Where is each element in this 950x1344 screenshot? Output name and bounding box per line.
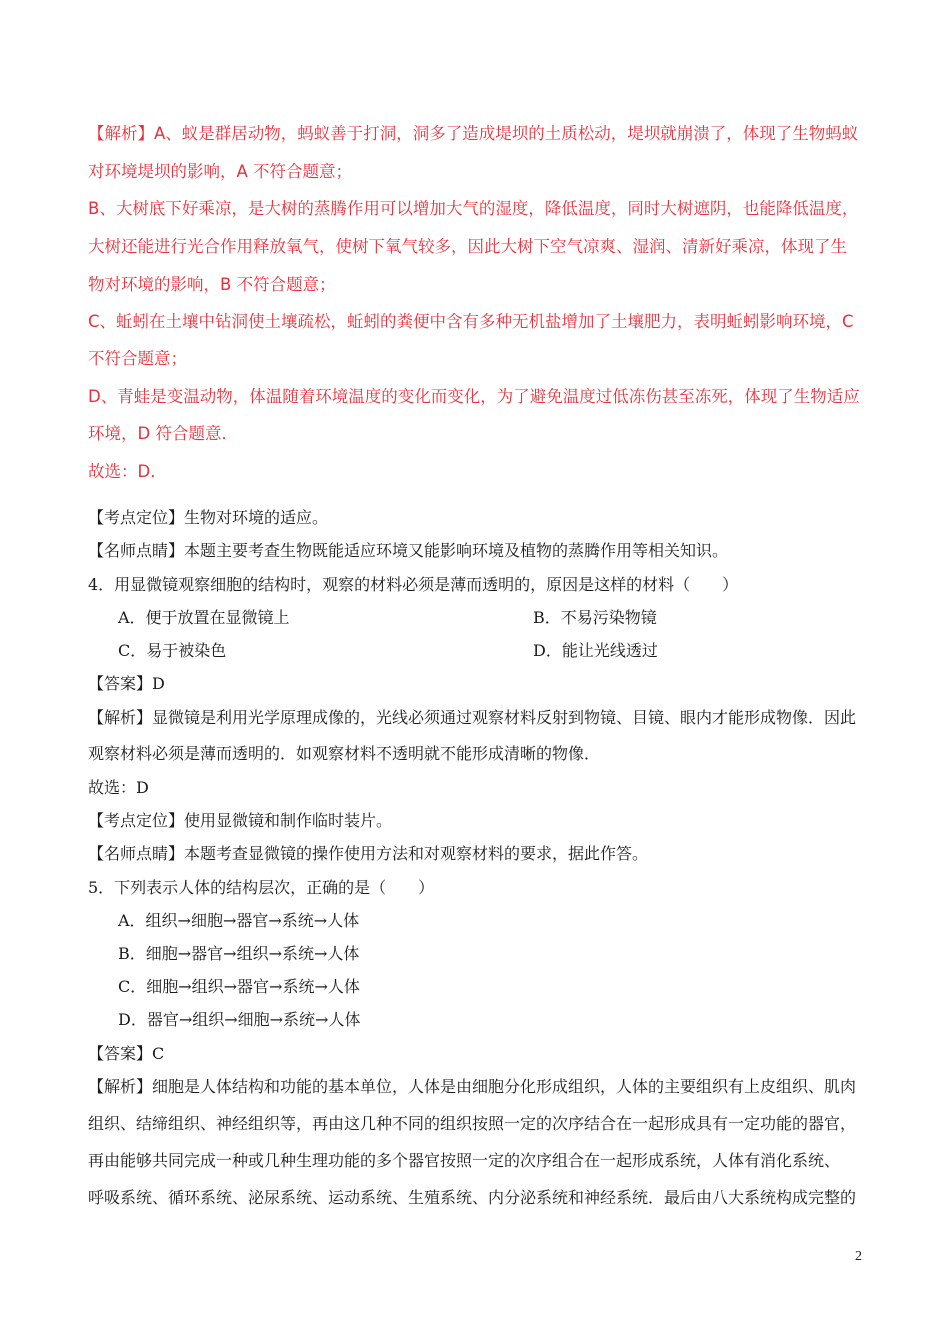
analysis-red-line-3: B、大树底下好乘凉，是大树的蒸腾作用可以增加大气的湿度，降低温度，同时大树遮阴，也能降低温度， [88, 199, 859, 218]
q5-option-a: A．组织→细胞→器官→系统→人体 [118, 911, 360, 930]
q4-option-a: A．便于放置在显微镜上 [118, 608, 290, 627]
analysis-red-line-8: D、青蛙是变温动物，体温随着环境温度的变化而变化，为了避免温度过低冻伤甚至冻死，体现了生物适应 [88, 387, 860, 406]
analysis-red-line-1: 【解析】A、蚁是群居动物，蚂蚁善于打洞，洞多了造成堤坝的土质松动，堤坝就崩溃了，体现了生物蚂蚁 [88, 124, 859, 143]
analysis-red-line-2: 对环境堤坝的影响，A 不符合题意； [88, 162, 353, 181]
q4-option-c: C．易于被染色 [118, 641, 227, 660]
analysis-red-line-9: 环境，D 符合题意． [88, 424, 238, 443]
q5-analysis-line-3: 再由能够共同完成一种或几种生理功能的多个器官按照一定的次序组合在一起形成系统，人体有消化系统、 [88, 1151, 841, 1170]
q4-mingshi: 【名师点睛】本题考查显微镜的操作使用方法和对观察材料的要求，据此作答。 [88, 844, 649, 863]
analysis-red-line-4: 大树还能进行光合作用释放氧气，使树下氧气较多，因此大树下空气凉爽、湿润、清新好乘凉，体现了生 [88, 237, 847, 256]
q4-answer: 【答案】D [88, 674, 165, 693]
q4-analysis-line-1: 【解析】显微镜是利用光学原理成像的，光线必须通过观察材料反射到物镜、目镜、眼内才能形成物像．因此 [88, 708, 857, 727]
q4-option-b: B．不易污染物镜 [533, 608, 657, 627]
q4-option-d: D．能让光线透过 [533, 641, 658, 660]
q4-choice: 故选：D [88, 778, 149, 797]
analysis-red-line-7: 不符合题意； [88, 349, 187, 368]
q4-stem: 4．用显微镜观察细胞的结构时，观察的材料必须是薄而透明的，原因是这样的材料（ ） [88, 575, 739, 594]
q5-analysis-line-2: 组织、结缔组织、神经组织等，再由这几种不同的组织按照一定的次序结合在一起形成具有一定功能的器官， [88, 1114, 857, 1133]
q4-kaodian: 【考点定位】使用显微镜和制作临时装片。 [88, 811, 393, 830]
q5-answer: 【答案】C [88, 1044, 165, 1063]
q5-option-d: D．器官→组织→细胞→系统→人体 [118, 1010, 361, 1029]
page-number: 2 [855, 1249, 862, 1264]
q5-stem: 5．下列表示人体的结构层次，正确的是（ ） [88, 878, 435, 897]
analysis-red-line-10: 故选：D． [88, 462, 167, 481]
q5-analysis-line-1: 【解析】细胞是人体结构和功能的基本单位，人体是由细胞分化形成组织，人体的主要组织有上皮组织、肌肉 [88, 1077, 857, 1096]
q4-analysis-line-2: 观察材料必须是薄而透明的．如观察材料不透明就不能形成清晰的物像． [88, 744, 601, 763]
analysis-red-line-6: C、蚯蚓在土壤中钻洞使土壤疏松，蚯蚓的粪便中含有多种无机盐增加了土壤肥力，表明蚯蚓影响环境，C [88, 312, 854, 331]
q3-kaodian: 【考点定位】生物对环境的适应。 [88, 508, 329, 527]
q3-mingshi: 【名师点睛】本题主要考查生物既能适应环境又能影响环境及植物的蒸腾作用等相关知识。 [88, 541, 729, 560]
q5-option-b: B．细胞→器官→组织→系统→人体 [118, 944, 360, 963]
analysis-red-line-5: 物对环境的影响，B 不符合题意； [88, 275, 336, 294]
q5-option-c: C．细胞→组织→器官→系统→人体 [118, 977, 360, 996]
q5-analysis-line-4: 呼吸系统、循环系统、泌尿系统、运动系统、生殖系统、内分泌系统和神经系统．最后由八大系统构成完整的 [88, 1188, 857, 1207]
